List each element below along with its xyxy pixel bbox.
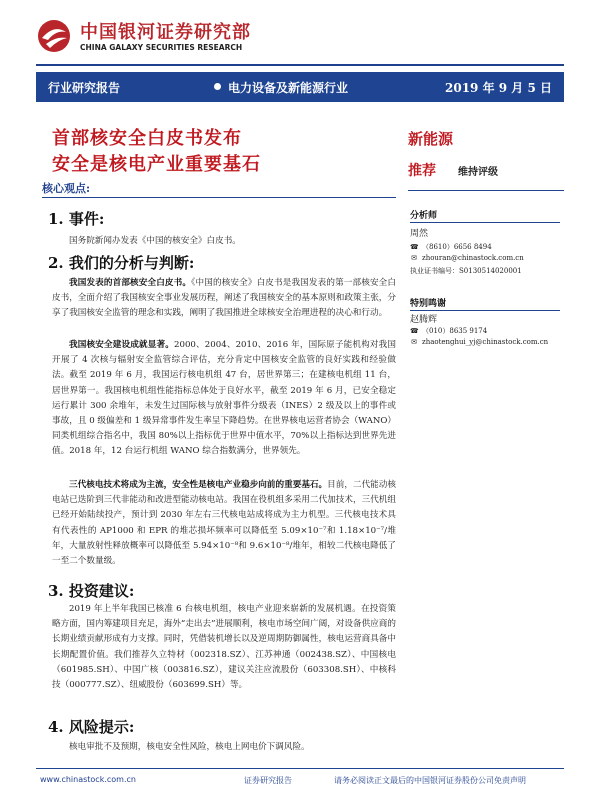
sector-label: 新能源 <box>408 130 454 148</box>
analyst-divider <box>410 222 560 223</box>
phone-icon: ☎ <box>410 327 419 335</box>
logo-chinese-name: 中国银河证券研究部 <box>80 22 251 43</box>
paragraph-lead: 我国发表的首部核安全白皮书。 <box>69 278 192 288</box>
paragraph-text: 核电审批不及预期，核电安全性风险，核电上网电价下调风险。 <box>69 742 310 752</box>
paragraph-text: 2000、2004、2010、2016 年，国际原子能机构对我国开展了 4 次核与辐射安全监管综合评估，充分肯定中国核安全监管的良好实践和经验做法。截至 2019 年 6 月，我国运行核电机组 47 台，居世界第三；在建核电机组 11 台，居世界第一。我国核电机组性能指标总体处于良好水平，截至 2019 年 6 月，已安全稳定运行累计 300 余堆年，未发生过国际核与放射事件分级表（INES）2 级及以上的事件或事故，且 0 级偏差和 1 级异常事件发生率呈下降趋势。在世界核电运营者协会（WANO）同类机组综合指名中，我国 80%以上指标优于世界中值水平，70%以上指标达到世界先进值。2018 年，12 台运行机组 WANO 综合指数满分，世界领先。 <box>52 340 396 457</box>
report-date: 2019 年 9 月 5 日 <box>445 81 552 95</box>
report-title-line-1: 首部核安全白皮书发布 <box>52 128 242 149</box>
acknowledgement-name: 赵腾辉 <box>410 315 438 325</box>
footer-label: 证券研究报告 <box>244 776 292 785</box>
analyst-name: 周然 <box>410 229 429 239</box>
paragraph-lead: 三代核电技术将成为主流，安全性是核电产业稳步向前的重要基石。 <box>69 480 328 490</box>
paragraph-text: 国务院新闻办发表《中国的核安全》白皮书。 <box>69 236 241 246</box>
footer-divider <box>36 768 564 769</box>
logo-english-name: CHINA GALAXY SECURITIES RESEARCH <box>80 43 243 52</box>
section-heading-risk: 4. 风险提示: <box>48 718 135 736</box>
bullet-dot-icon <box>214 83 221 90</box>
sidebar-divider <box>408 190 564 191</box>
email-icon: ✉ <box>411 338 417 346</box>
paragraph <box>52 478 396 569</box>
email-icon: ✉ <box>411 254 417 262</box>
paragraph-lead: 我国核安全建设成就显著。 <box>69 340 175 350</box>
report-type: 行业研究报告 <box>48 81 121 95</box>
paragraph <box>52 740 396 755</box>
analyst-email[interactable]: ✉ zhouran@chinastock.com.cn <box>411 254 524 262</box>
industry-name: 电力设备及新能源行业 <box>228 81 349 95</box>
core-viewpoint-label: 核心观点: <box>42 182 91 195</box>
section-heading-analysis: 2. 我们的分析与判断: <box>48 254 195 272</box>
report-info-band <box>36 72 564 102</box>
paragraph <box>52 234 396 249</box>
paragraph <box>52 276 396 322</box>
logo-mark-icon <box>36 18 72 54</box>
company-logo <box>36 18 276 62</box>
analyst-role: 分析师 <box>410 211 438 221</box>
section-heading-investment: 3. 投资建议: <box>48 582 135 600</box>
core-divider <box>42 197 396 198</box>
acknowledgement-role: 特别鸣谢 <box>410 299 447 309</box>
section-heading-event: 1. 事件: <box>48 210 105 228</box>
rating-note: 维持评级 <box>458 167 498 178</box>
report-title-line-2: 安全是核电产业重要基石 <box>52 154 261 175</box>
acknowledgement-divider <box>410 310 560 311</box>
analyst-phone: ☎ （8610）6656 8494 <box>410 243 492 251</box>
paragraph <box>52 338 396 460</box>
header-divider <box>36 64 564 66</box>
paragraph-text: 《中国的核安全》白皮书是我国发表的第一部核安全白皮书，全面介绍了我国核安全事业发展历程，阐述了我国核安全的基本原则和政策主张，分享了我国核安全监管的理念和实践，阐明了我国推进全球核安全治理进程的决心和行动。 <box>52 278 396 319</box>
acknowledgement-email[interactable]: ✉ zhaotenghui_yj@chinastock.com.cn <box>411 338 549 346</box>
footer-website-link[interactable]: www.chinastock.com.cn <box>40 775 136 784</box>
phone-icon: ☎ <box>410 243 419 251</box>
paragraph-text: 2019 年上半年我国已核准 6 台核电机组，核电产业迎来崭新的发展机遇。在投资策略方面，国内筹建项目充足，海外“走出去”进展顺利，核电市场空间广阔，对设备供应商的长期业绩贡献形成有力支撑。同时，凭借装机增长以及逆周期防御属性，核电运营商具备中长期配置价值。我们推荐久立特材（002318.SZ）、江苏神通（002438.SZ）、中国核电（601985.SH）、中国广核（003816.SZ），建议关注应流股份（603308.SH）、中核科技（000777.SZ）、纽威股份（603699.SH）等。 <box>52 604 396 691</box>
paragraph-text: 目前，二代能动核电站已迭阶到三代非能动和改进型能动核电站。我国在役机组多采用二代加技术，三代机组已经开始陆续投产，预计到 2030 年左右三代核电站成将成为主力机型。三代核电技术具有代表性的 AP1000 和 EPR 的堆芯损坏频率可以降低至 5.09×10⁻⁷和 1.18×10⁻⁷/堆年，大量放射性释放概率可以降低至 5.94×10⁻⁸和 9.6×10⁻⁸/堆年，相较二代核电降低了一至二个数量级。 <box>52 480 396 567</box>
acknowledgement-phone: ☎ （010）8635 9174 <box>410 327 488 335</box>
footer-disclaimer: 请务必阅读正文最后的中国银河证券股份公司免责声明 <box>334 776 526 785</box>
paragraph <box>52 602 396 693</box>
rating-label: 推荐 <box>408 163 436 179</box>
analyst-license: 执业证书编号：S0130514020001 <box>410 267 522 275</box>
